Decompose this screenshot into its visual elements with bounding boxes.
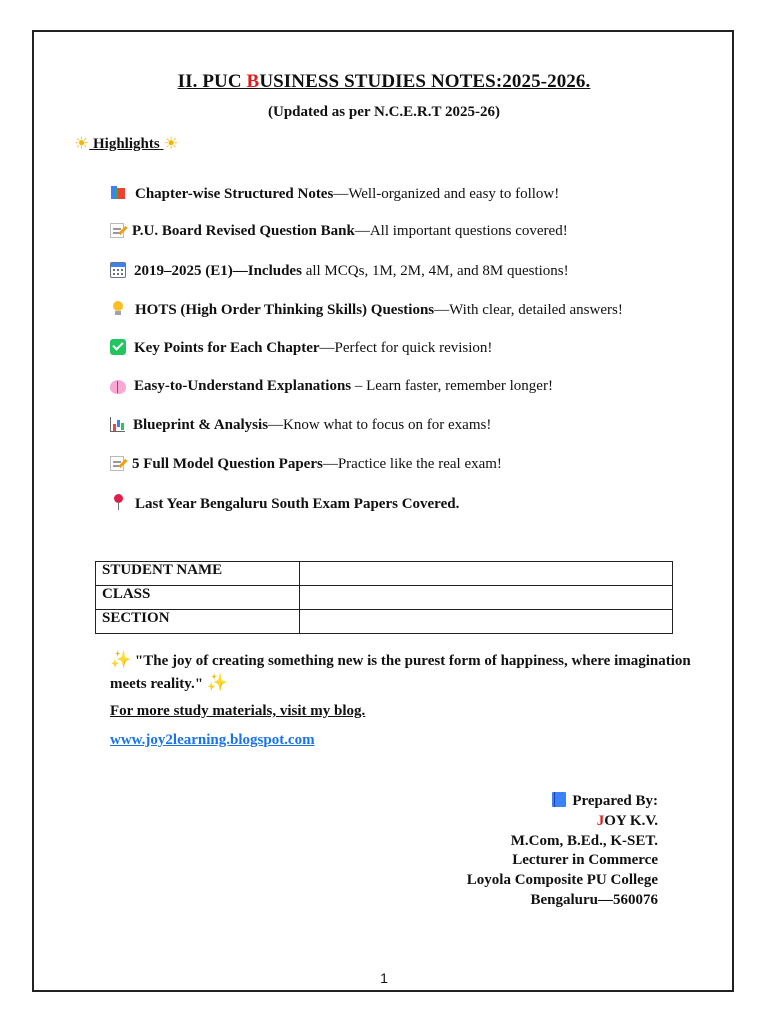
feature-item (110, 456, 502, 473)
feature-bold: Key Points for Each Chapter (134, 340, 320, 356)
student-name-label: STUDENT NAME (96, 562, 300, 586)
feature-bold: 5 Full Model Question Papers (132, 456, 323, 472)
feature-text: —Practice like the real exam! (322, 456, 502, 472)
feature-item (110, 300, 623, 319)
blog-label: For more study materials, visit my blog. (110, 703, 366, 719)
author-college: Loyola Composite PU College (466, 872, 658, 889)
page-number: 1 (380, 970, 388, 986)
prepared-by-block (467, 792, 658, 911)
feature-bold: Easy-to-Understand Explanations (134, 378, 352, 394)
author-qualifications: M.Com, B.Ed., K-SET. (510, 832, 658, 849)
feature-text: all MCQs, 1M, 2M, 4M, and 8M questions! (301, 263, 569, 279)
class-field[interactable] (300, 586, 673, 610)
author-name-first-letter: J (596, 812, 605, 829)
quote-text: "The joy of creating something new is the purest form of happiness, where imagination meets reality." (110, 653, 691, 692)
student-name-field[interactable] (300, 562, 673, 586)
feature-text: —Know what to focus on for exams! (268, 417, 492, 433)
sun-icon: ☀ (74, 134, 90, 153)
feature-bold: Chapter-wise Structured Notes (135, 186, 334, 202)
author-name (467, 812, 658, 832)
calendar-icon (110, 262, 126, 278)
class-label: CLASS (96, 586, 300, 610)
author-name-rest: OY K.V. (604, 812, 658, 829)
table-row (96, 562, 673, 586)
bar-chart-icon (110, 417, 125, 432)
brain-icon (110, 380, 126, 394)
author-role: Lecturer in Commerce (512, 852, 658, 869)
sparkles-icon: ✨ (206, 673, 228, 692)
lightbulb-icon (110, 300, 127, 317)
feature-item (110, 223, 568, 240)
pin-icon (110, 494, 127, 511)
blog-link[interactable]: www.joy2learning.blogspot.com (110, 732, 315, 748)
feature-bold: Last Year Bengaluru South Exam Papers Covered. (135, 496, 460, 512)
feature-item (110, 339, 492, 357)
feature-bold: Blueprint & Analysis (133, 417, 269, 433)
feature-bold: P.U. Board Revised Question Bank (132, 223, 355, 239)
feature-item (110, 417, 491, 434)
title-prefix: II. PUC (177, 71, 247, 92)
check-icon (110, 339, 126, 355)
book-icon (552, 792, 566, 807)
document-title (0, 71, 768, 93)
feature-text: —All important questions covered! (354, 223, 568, 239)
sun-icon: ☀ (163, 134, 179, 153)
prepared-by-heading (467, 792, 658, 812)
prepared-by-label: Prepared By: (572, 793, 658, 809)
title-rest: USINESS STUDIES NOTES:2025-2026. (259, 71, 591, 92)
highlights-heading (74, 135, 179, 153)
feature-text: —Perfect for quick revision! (319, 340, 493, 356)
quote (110, 649, 714, 695)
memo-icon (110, 223, 124, 238)
feature-bold: HOTS (High Order Thinking Skills) Questions (135, 302, 435, 318)
books-icon (110, 184, 127, 201)
feature-item (110, 184, 559, 203)
feature-text: —With clear, detailed answers! (434, 302, 623, 318)
feature-item (110, 494, 459, 513)
section-field[interactable] (300, 610, 673, 634)
sparkles-icon: ✨ (110, 650, 132, 669)
feature-text: —Well-organized and easy to follow! (333, 186, 560, 202)
table-row (96, 610, 673, 634)
highlights-label: Highlights (93, 136, 160, 152)
student-info-table (95, 561, 673, 634)
title-accent-letter: B (246, 71, 260, 92)
table-row (96, 586, 673, 610)
feature-item (110, 378, 553, 395)
author-city: Bengaluru—560076 (530, 891, 658, 908)
memo-icon (110, 456, 124, 471)
document-subtitle: (Updated as per N.C.E.R.T 2025-26) (268, 104, 500, 120)
feature-text: – Learn faster, remember longer! (351, 378, 553, 394)
feature-item (110, 262, 569, 280)
section-label: SECTION (96, 610, 300, 634)
feature-bold: 2019–2025 (E1)—Includes (134, 263, 302, 279)
